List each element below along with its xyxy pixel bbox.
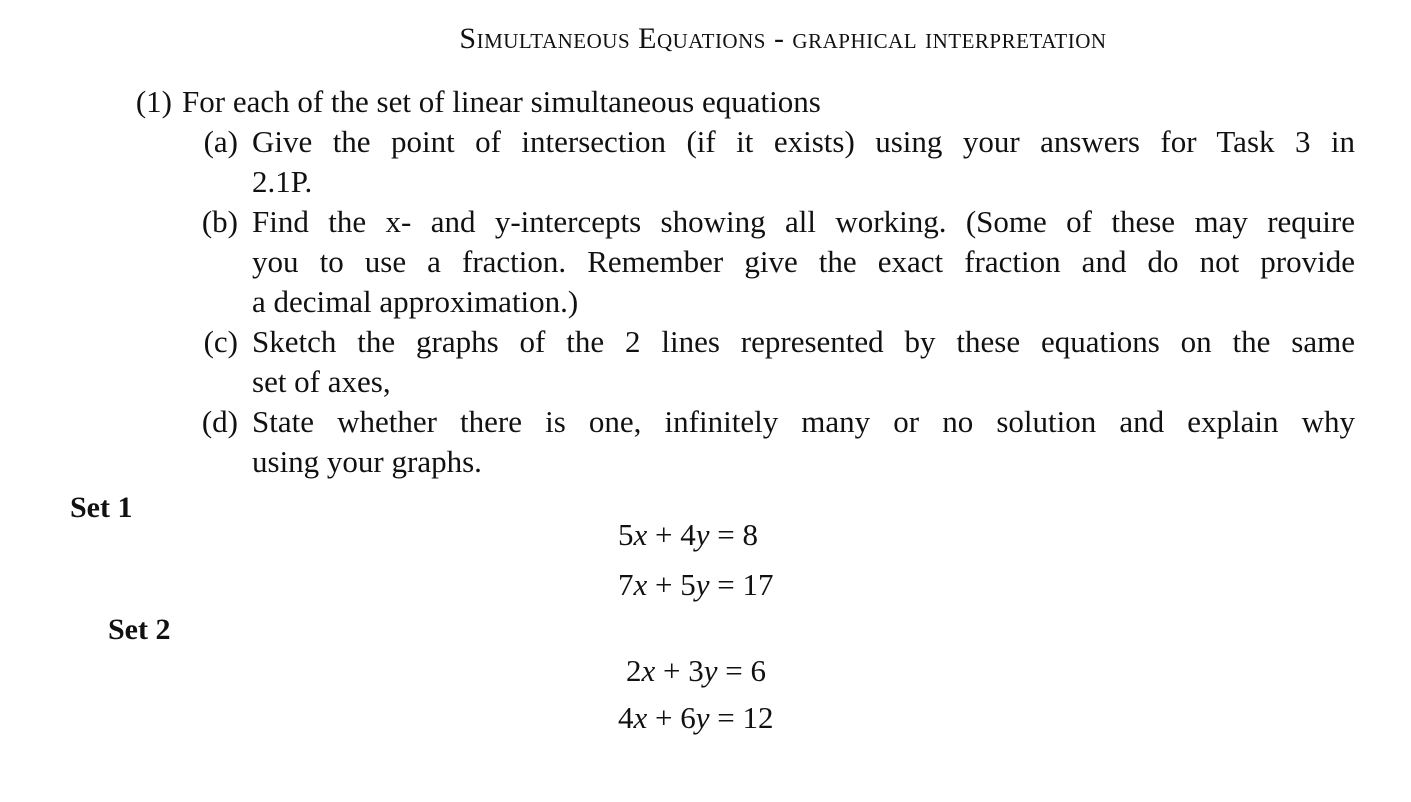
set-1-equation-1: 5x + 4y = 8 <box>618 517 758 552</box>
part-d-line-2: using your graphs. <box>252 444 482 479</box>
set-2-label: Set 2 <box>108 613 171 646</box>
page-title: Simultaneous Equations - graphical interpretation <box>459 22 1107 55</box>
part-c-line-2: set of axes, <box>252 364 391 399</box>
set-2-equation-2: 4x + 6y = 12 <box>618 700 774 735</box>
part-b-label: (b) <box>201 204 238 239</box>
part-c-line-1: Sketch the graphs of the 2 lines represented by these equations on the same <box>252 324 1355 359</box>
part-c-label: (c) <box>203 324 238 359</box>
set-1-equation-2: 7x + 5y = 17 <box>618 567 774 602</box>
set-2-equation-1: 2x + 3y = 6 <box>626 653 766 688</box>
question-number: (1) <box>135 84 172 119</box>
part-b-line-1: Find the x- and y-intercepts showing all working. (Some of these may require <box>252 204 1355 239</box>
part-a-line-2: 2.1P. <box>252 164 313 199</box>
part-d-label: (d) <box>201 404 238 439</box>
part-a-label: (a) <box>203 124 238 159</box>
question-text: For each of the set of linear simultaneous equations <box>182 84 821 119</box>
set-1-label: Set 1 <box>70 491 133 524</box>
part-a-line-1: Give the point of intersection (if it exists) using your answers for Task 3 in <box>252 124 1355 159</box>
part-d-line-1: State whether there is one, infinitely many or no solution and explain why <box>252 404 1355 439</box>
part-b-line-3: a decimal approximation.) <box>252 284 579 319</box>
part-b-line-2: you to use a fraction. Remember give the exact fraction and do not provide <box>252 244 1355 279</box>
